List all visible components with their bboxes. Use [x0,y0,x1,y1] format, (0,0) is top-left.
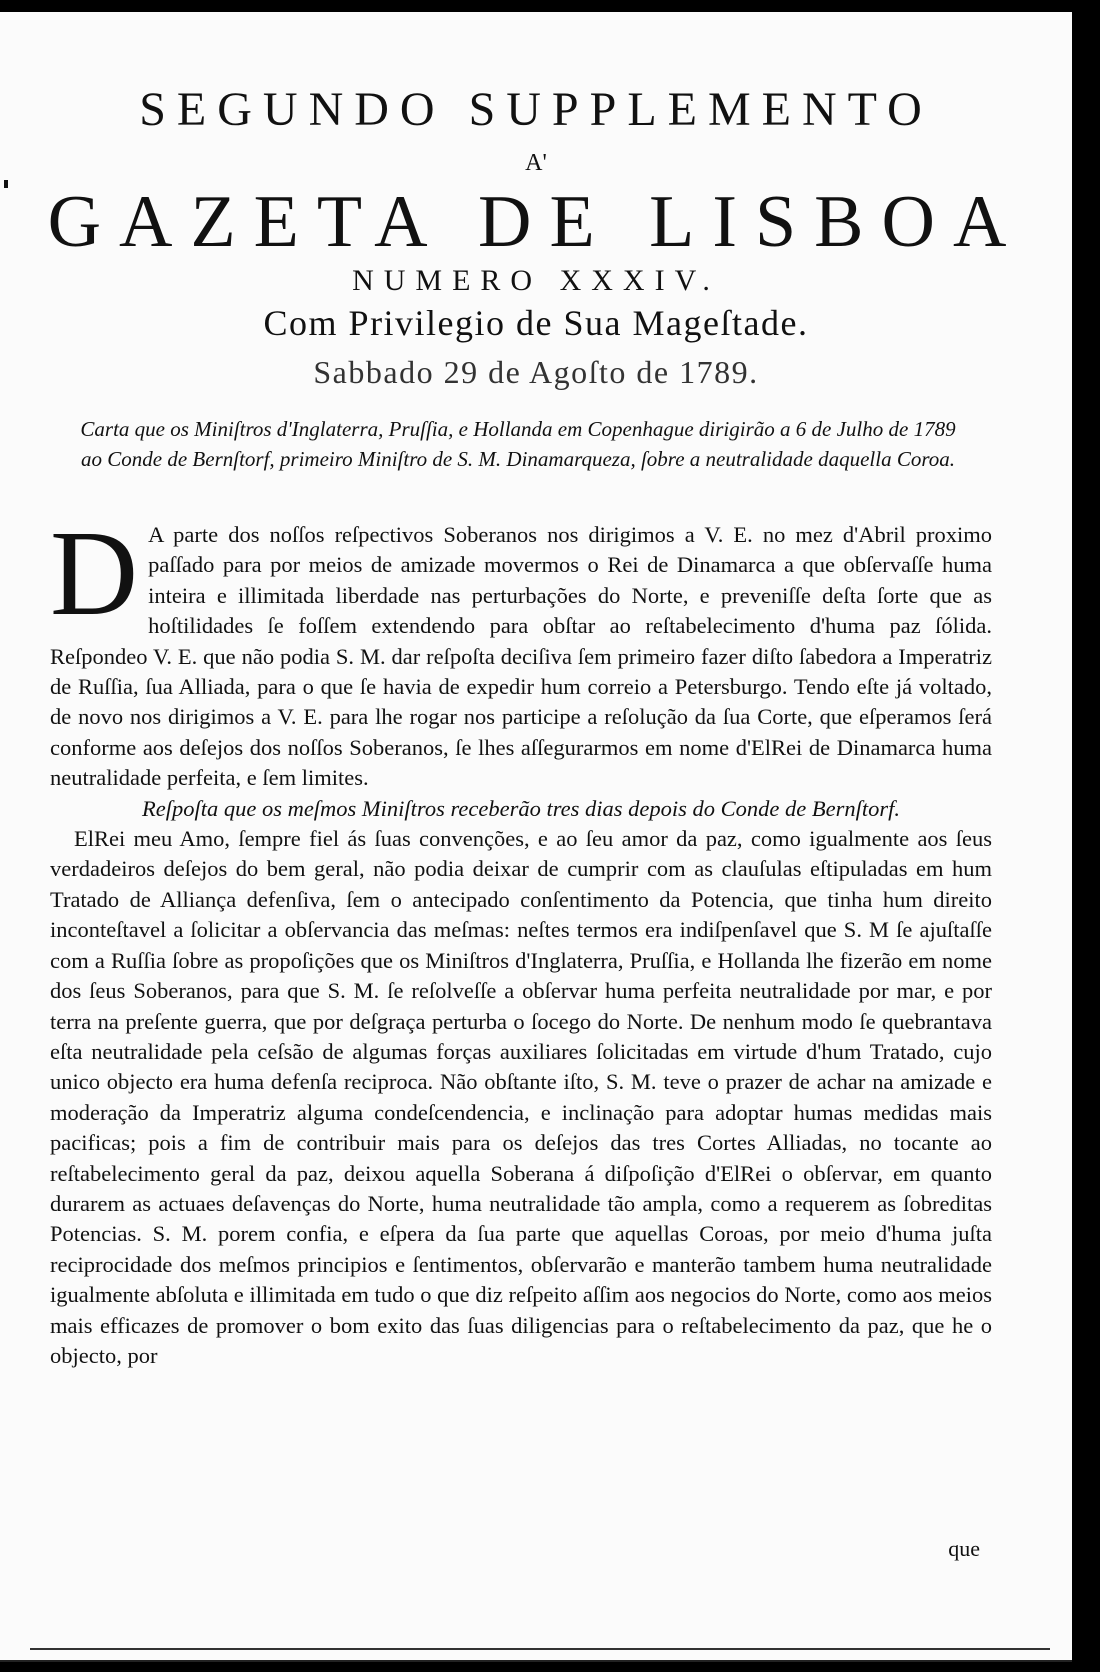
bottom-rule [30,1648,1050,1650]
issue-number: NUMERO XXXIV. [352,264,720,297]
reply-paragraph: ElRei meu Amo, ſempre fiel ás ſuas convenções, e ao ſeu amor da paz, como igualmente aos ſeus verdadeiros deſejos do bem geral, não podia deixar de cumprir com as clauſulas eſtipuladas em hum Tratado de Alliança defenſiva, ſem o antecipado conſentimento da Potencia, que tinha hum direito inconteſtavel a ſolicitar a obſervancia das meſmas: neſtes termos era indiſpenſavel que S. M ſe ajuſtaſſe com a Ruſſia ſobre as propoſições que os Miniſtros d'Inglaterra, Pruſſia, e Hollanda lhe fizerão em nome dos ſeus Soberanos, para que S. M. ſe reſolveſſe a obſervar huma perfeita neutralidade por mar, e por terra na preſente guerra, que por deſgraça perturba o ſocego do Norte. De nenhum modo ſe quebrantava eſta neutralidade pela ceſsão de algumas forças auxiliares ſolicitadas em virtude d'hum Tratado, cujo unico objecto era huma defenſa reciproca. Não obſtante iſto, S. M. teve o prazer de achar na amizade e moderação da Imperatriz alguma condeſcendencia, e inclinação para adoptar humas medidas mais pacificas; pois a fim de contribuir mais para os deſejos das tres Cortes Alliadas, no tocante ao reſtabelecimento geral da paz, deixou aquella Soberana á diſpoſição d'ElRei o obſervar, em quanto durarem as actuaes deſavenças do Norte, huma neutralidade tão ampla, como a requerem as ſobreditas Potencias. S. M. porem confia, e eſpera da ſua parte que aquellas Coroas, por meio d'huma juſta reciprocidade dos meſmos principios e ſentimentos, obſervarão e manterão tambem huma neutralidade igualmente abſoluta e illimitada em tudo o que diz reſpeito aſſim aos negocios do Norte, como aos meios mais efficazes de promover o bom exito das ſuas diligencias para o reſtabelecimento da paz, que he o objecto, por [50,826,992,1368]
privilege-line: Com Privilegio de Sua Mageſtade. [263,303,809,343]
title-connector: A' [525,150,547,176]
issue-date: Sabbado 29 de Agoſto de 1789. [313,354,759,390]
catchword: que [948,1536,980,1561]
reply-subheading: Reſpoſta que os meſmos Miniſtros receberão tres dias depois do Conde de Bernſtorf. [141,795,901,821]
drop-cap: D [50,506,139,641]
letter-text: A parte dos noſſos reſpectivos Soberanos nos dirigimos a V. E. no mez d'Abril proximo paſſado para por meios de amizade movermos o Rei de Dinamarca a que obſervaſſe huma inteira e illimitada liberdade nas perturbações do Norte, e preveniſſe deſta ſorte que as hoſtilidades ſe foſſem extendendo para obſtar ao reſtabelecimento d'huma paz ſólida. Reſpondeo V. E. que não podia S. M. dar reſpoſta deciſiva ſem primeiro fazer diſto ſabedora a Imperatriz de Ruſſia, ſua Alliada, para o que ſe havia de expedir hum correio a Petersburgo. Tendo eſte já voltado, de novo nos dirigimos a V. E. para lhe rogar nos participe a reſolução da ſua Corte, que eſperamos ſerá conforme aos deſejos dos noſſos Soberanos, ſe lhes aſſegurarmos em nome d'ElRei de Dinamarca huma neutralidade perfeita, e ſem limites. [50,522,992,791]
supplement-title: SEGUNDO SUPPLEMENTO [139,83,933,136]
article-body [50,506,992,1371]
gazette-title: GAZETA DE LISBOA [47,181,1025,263]
letter-paragraph [50,506,992,794]
newspaper-page [0,12,1072,1662]
letter-caption: Carta que os Miniſtros d'Inglaterra, Pruſſia, e Hollanda em Copenhague dirigirão a 6 de Julho de 1789 ao Conde de Bernſtorf, primeiro Miniſtro de S. M. Dinamarqueza, ſobre a neutralidade daquella Coroa. [80,417,956,471]
